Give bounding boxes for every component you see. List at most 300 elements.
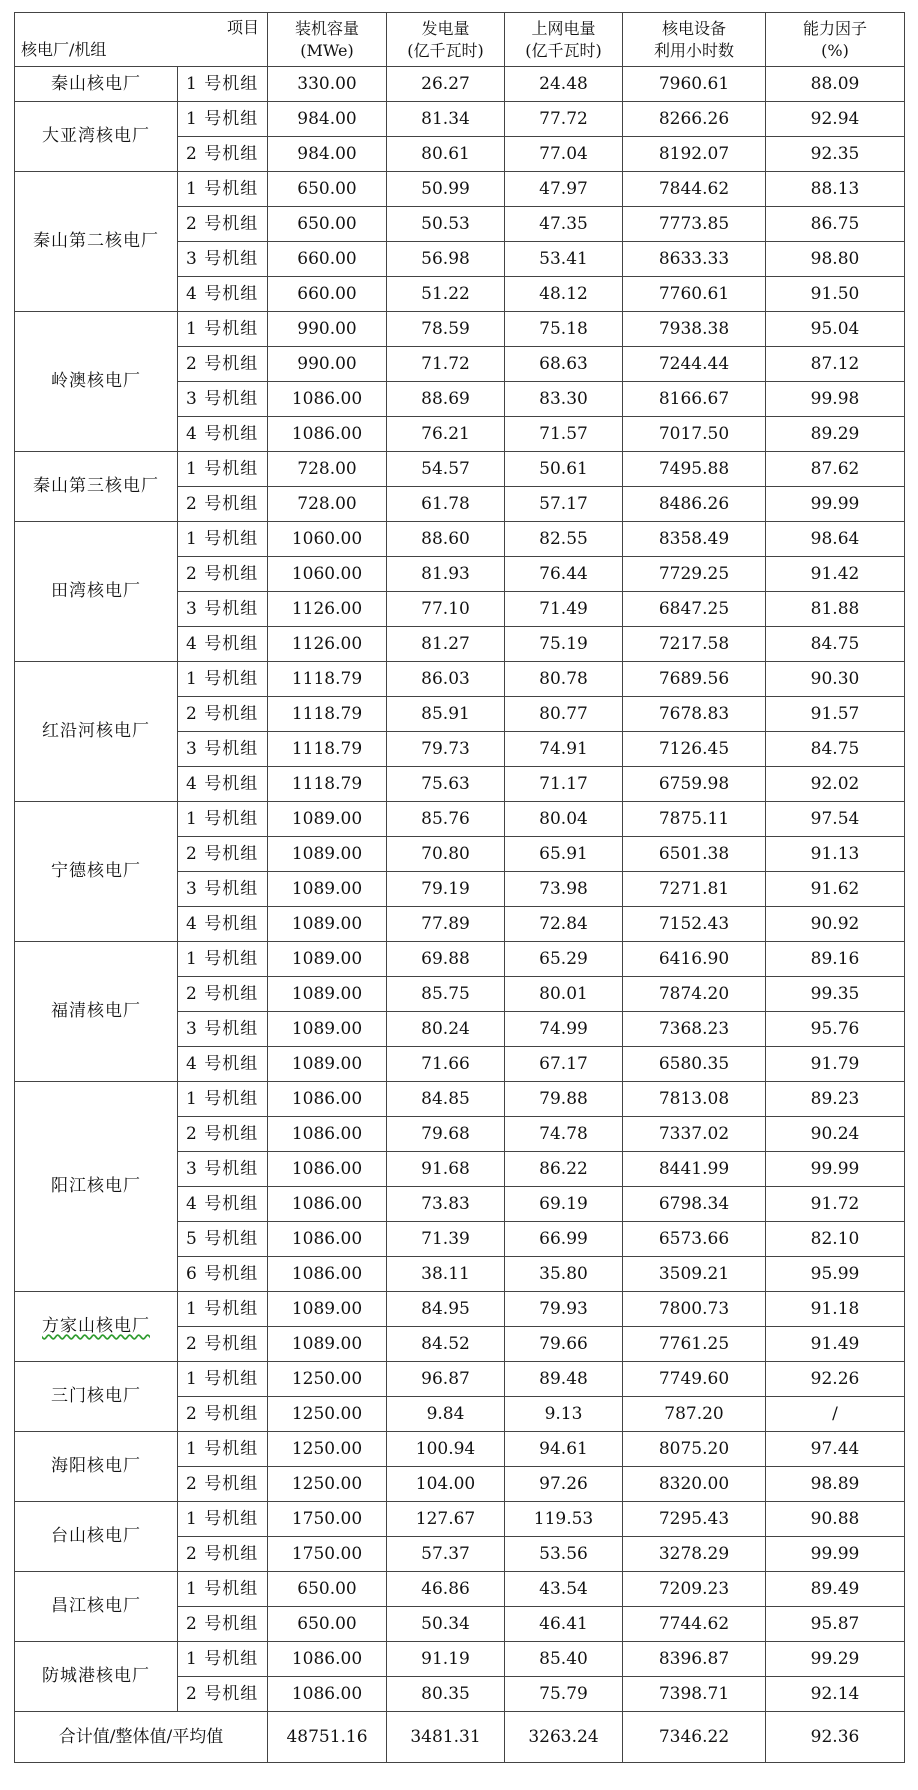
unit-name-cell: 1 号机组 (178, 802, 268, 837)
factor-cell: 87.12 (766, 347, 905, 382)
factor-cell: 99.29 (766, 1642, 905, 1677)
grid-cell: 71.17 (505, 767, 623, 802)
capacity-cell: 1250.00 (268, 1397, 387, 1432)
plant-name: 三门核电厂 (51, 1386, 141, 1406)
plant-name-cell (15, 662, 178, 802)
generation-cell: 76.21 (387, 417, 505, 452)
grid-cell: 74.91 (505, 732, 623, 767)
factor-cell: 99.99 (766, 1537, 905, 1572)
unit-name-cell: 1 号机组 (178, 522, 268, 557)
capacity-cell: 990.00 (268, 312, 387, 347)
plant-name-cell (15, 1572, 178, 1642)
header-row (15, 13, 905, 67)
grid-cell: 68.63 (505, 347, 623, 382)
capacity-cell: 984.00 (268, 102, 387, 137)
grid-cell: 83.30 (505, 382, 623, 417)
plant-name: 防城港核电厂 (42, 1666, 150, 1686)
grid-cell: 82.55 (505, 522, 623, 557)
factor-cell: 81.88 (766, 592, 905, 627)
unit-name-cell: 1 号机组 (178, 1082, 268, 1117)
factor-cell: 91.42 (766, 557, 905, 592)
capacity-cell: 1750.00 (268, 1502, 387, 1537)
plant-name: 大亚湾核电厂 (42, 126, 150, 146)
generation-cell: 84.52 (387, 1327, 505, 1362)
unit-name-cell: 4 号机组 (178, 767, 268, 802)
grid-cell: 71.57 (505, 417, 623, 452)
header-factor-line1: 能力因子 (802, 18, 867, 38)
header-hours-line2: 利用小时数 (653, 40, 734, 60)
plant-name-cell (15, 1432, 178, 1502)
generation-cell: 79.68 (387, 1117, 505, 1152)
capacity-cell: 1089.00 (268, 1012, 387, 1047)
hours-cell: 7126.45 (623, 732, 766, 767)
generation-cell: 84.95 (387, 1292, 505, 1327)
capacity-cell: 1750.00 (268, 1537, 387, 1572)
hours-cell: 3509.21 (623, 1257, 766, 1292)
unit-name-cell: 1 号机组 (178, 1502, 268, 1537)
grid-cell: 65.91 (505, 837, 623, 872)
generation-cell: 127.67 (387, 1502, 505, 1537)
unit-name-cell: 2 号机组 (178, 697, 268, 732)
capacity-cell: 1086.00 (268, 417, 387, 452)
factor-cell: 89.29 (766, 417, 905, 452)
table-row (15, 172, 905, 207)
hours-cell: 7938.38 (623, 312, 766, 347)
unit-name-cell: 3 号机组 (178, 732, 268, 767)
unit-name-cell: 2 号机组 (178, 837, 268, 872)
capacity-cell: 1089.00 (268, 1292, 387, 1327)
plant-name: 昌江核电厂 (51, 1596, 141, 1616)
factor-cell: 95.76 (766, 1012, 905, 1047)
grid-cell: 69.19 (505, 1187, 623, 1222)
plant-name: 岭澳核电厂 (51, 371, 141, 391)
factor-cell: 89.49 (766, 1572, 905, 1607)
grid-cell: 73.98 (505, 872, 623, 907)
plant-name-cell (15, 172, 178, 312)
generation-cell: 26.27 (387, 67, 505, 102)
generation-cell: 81.34 (387, 102, 505, 137)
unit-name-cell: 2 号机组 (178, 1397, 268, 1432)
hours-cell: 8441.99 (623, 1152, 766, 1187)
generation-cell: 75.63 (387, 767, 505, 802)
factor-cell: 92.35 (766, 137, 905, 172)
hours-cell: 7800.73 (623, 1292, 766, 1327)
grid-cell: 48.12 (505, 277, 623, 312)
hours-cell: 7017.50 (623, 417, 766, 452)
unit-name-cell: 6 号机组 (178, 1257, 268, 1292)
grid-cell: 9.13 (505, 1397, 623, 1432)
factor-cell: 91.49 (766, 1327, 905, 1362)
generation-cell: 88.69 (387, 382, 505, 417)
table-row (15, 662, 905, 697)
factor-cell: 99.99 (766, 1152, 905, 1187)
generation-cell: 46.86 (387, 1572, 505, 1607)
total-capacity-cell: 48751.16 (268, 1712, 387, 1763)
capacity-cell: 1060.00 (268, 557, 387, 592)
factor-cell: 90.24 (766, 1117, 905, 1152)
factor-cell: 82.10 (766, 1222, 905, 1257)
unit-name-cell: 3 号机组 (178, 382, 268, 417)
grid-cell: 86.22 (505, 1152, 623, 1187)
grid-cell: 35.80 (505, 1257, 623, 1292)
plant-name-cell (15, 1362, 178, 1432)
hours-cell: 7678.83 (623, 697, 766, 732)
factor-cell: 91.13 (766, 837, 905, 872)
generation-cell: 79.19 (387, 872, 505, 907)
hours-cell: 7152.43 (623, 907, 766, 942)
generation-cell: 81.93 (387, 557, 505, 592)
factor-cell: 95.04 (766, 312, 905, 347)
factor-cell: 92.26 (766, 1362, 905, 1397)
unit-name-cell: 2 号机组 (178, 1327, 268, 1362)
table-row (15, 1432, 905, 1467)
hours-cell: 8396.87 (623, 1642, 766, 1677)
unit-name-cell: 1 号机组 (178, 1362, 268, 1397)
capacity-cell: 1086.00 (268, 1187, 387, 1222)
generation-cell: 70.80 (387, 837, 505, 872)
grid-cell: 80.78 (505, 662, 623, 697)
plant-name: 阳江核电厂 (51, 1176, 141, 1196)
grid-cell: 57.17 (505, 487, 623, 522)
generation-cell: 85.75 (387, 977, 505, 1012)
hours-cell: 8192.07 (623, 137, 766, 172)
generation-cell: 78.59 (387, 312, 505, 347)
grid-cell: 85.40 (505, 1642, 623, 1677)
hours-cell: 7244.44 (623, 347, 766, 382)
grid-cell: 66.99 (505, 1222, 623, 1257)
plant-name-cell (15, 1502, 178, 1572)
unit-name-cell: 1 号机组 (178, 102, 268, 137)
factor-cell: 91.57 (766, 697, 905, 732)
capacity-cell: 1126.00 (268, 592, 387, 627)
unit-name-cell: 4 号机组 (178, 907, 268, 942)
unit-name-cell: 2 号机组 (178, 137, 268, 172)
hours-cell: 6580.35 (623, 1047, 766, 1082)
generation-cell: 50.99 (387, 172, 505, 207)
plant-name-cell (15, 942, 178, 1082)
factor-cell: 92.02 (766, 767, 905, 802)
plant-name-cell (15, 1642, 178, 1712)
table-row (15, 1292, 905, 1327)
grid-cell: 97.26 (505, 1467, 623, 1502)
generation-cell: 73.83 (387, 1187, 505, 1222)
unit-name-cell: 4 号机组 (178, 1187, 268, 1222)
plant-name: 秦山第二核电厂 (33, 231, 159, 251)
hours-cell: 6416.90 (623, 942, 766, 977)
factor-cell: 90.88 (766, 1502, 905, 1537)
grid-cell: 74.99 (505, 1012, 623, 1047)
plant-name: 田湾核电厂 (51, 581, 141, 601)
grid-cell: 75.18 (505, 312, 623, 347)
hours-cell: 7773.85 (623, 207, 766, 242)
unit-name-cell: 3 号机组 (178, 1012, 268, 1047)
generation-cell: 77.89 (387, 907, 505, 942)
capacity-cell: 650.00 (268, 1607, 387, 1642)
generation-cell: 79.73 (387, 732, 505, 767)
nuclear-plant-table (14, 12, 905, 1763)
hours-cell: 7760.61 (623, 277, 766, 312)
header-generation-line2: (亿千瓦时) (407, 40, 484, 60)
unit-name-cell: 4 号机组 (178, 1047, 268, 1082)
generation-cell: 77.10 (387, 592, 505, 627)
generation-cell: 96.87 (387, 1362, 505, 1397)
unit-name-cell: 1 号机组 (178, 1292, 268, 1327)
grid-cell: 94.61 (505, 1432, 623, 1467)
grid-cell: 79.88 (505, 1082, 623, 1117)
grid-cell: 77.04 (505, 137, 623, 172)
header-capacity-line1: 装机容量 (294, 18, 359, 38)
hours-cell: 6759.98 (623, 767, 766, 802)
plant-name: 秦山第三核电厂 (33, 476, 159, 496)
table-row (15, 312, 905, 347)
generation-cell: 104.00 (387, 1467, 505, 1502)
unit-name-cell: 5 号机组 (178, 1222, 268, 1257)
unit-name-cell: 1 号机组 (178, 1432, 268, 1467)
factor-cell: 90.30 (766, 662, 905, 697)
hours-cell: 7844.62 (623, 172, 766, 207)
factor-cell: 89.23 (766, 1082, 905, 1117)
table-row (15, 67, 905, 102)
table-row (15, 522, 905, 557)
grid-cell: 43.54 (505, 1572, 623, 1607)
capacity-cell: 1089.00 (268, 872, 387, 907)
generation-cell: 50.53 (387, 207, 505, 242)
generation-cell: 69.88 (387, 942, 505, 977)
factor-cell: 92.94 (766, 102, 905, 137)
unit-name-cell: 2 号机组 (178, 1607, 268, 1642)
hours-cell: 7217.58 (623, 627, 766, 662)
unit-name-cell: 2 号机组 (178, 1467, 268, 1502)
grid-cell: 72.84 (505, 907, 623, 942)
grid-cell: 76.44 (505, 557, 623, 592)
factor-cell: / (766, 1397, 905, 1432)
unit-name-cell: 1 号机组 (178, 662, 268, 697)
grid-cell: 80.01 (505, 977, 623, 1012)
generation-cell: 85.76 (387, 802, 505, 837)
hours-cell: 7874.20 (623, 977, 766, 1012)
plant-name-cell (15, 522, 178, 662)
factor-cell: 88.13 (766, 172, 905, 207)
header-hours (623, 13, 766, 67)
capacity-cell: 1086.00 (268, 1222, 387, 1257)
plant-name: 福清核电厂 (51, 1001, 141, 1021)
generation-cell: 80.24 (387, 1012, 505, 1047)
header-generation-line1: 发电量 (421, 18, 470, 38)
unit-name-cell: 1 号机组 (178, 172, 268, 207)
hours-cell: 3278.29 (623, 1537, 766, 1572)
factor-cell: 98.89 (766, 1467, 905, 1502)
plant-name-cell (15, 802, 178, 942)
grid-cell: 119.53 (505, 1502, 623, 1537)
plant-name: 台山核电厂 (51, 1526, 141, 1546)
hours-cell: 7368.23 (623, 1012, 766, 1047)
unit-name-cell: 4 号机组 (178, 277, 268, 312)
header-grid-line1: 上网电量 (531, 18, 596, 38)
capacity-cell: 1118.79 (268, 662, 387, 697)
header-grid (505, 13, 623, 67)
factor-cell: 98.80 (766, 242, 905, 277)
total-generation-cell: 3481.31 (387, 1712, 505, 1763)
header-capacity-line2: (MWe) (300, 40, 354, 60)
hours-cell: 7209.23 (623, 1572, 766, 1607)
generation-cell: 91.68 (387, 1152, 505, 1187)
grid-cell: 46.41 (505, 1607, 623, 1642)
unit-name-cell: 2 号机组 (178, 1677, 268, 1712)
total-row (15, 1712, 905, 1763)
header-item-label: 项目 (226, 18, 259, 37)
hours-cell: 6573.66 (623, 1222, 766, 1257)
factor-cell: 99.99 (766, 487, 905, 522)
factor-cell: 92.14 (766, 1677, 905, 1712)
capacity-cell: 1089.00 (268, 1327, 387, 1362)
grid-cell: 75.19 (505, 627, 623, 662)
hours-cell: 6501.38 (623, 837, 766, 872)
unit-name-cell: 3 号机组 (178, 1152, 268, 1187)
hours-cell: 7729.25 (623, 557, 766, 592)
generation-cell: 80.61 (387, 137, 505, 172)
capacity-cell: 1089.00 (268, 977, 387, 1012)
header-generation (387, 13, 505, 67)
hours-cell: 6798.34 (623, 1187, 766, 1222)
hours-cell: 7960.61 (623, 67, 766, 102)
hours-cell: 7875.11 (623, 802, 766, 837)
plant-name: 秦山核电厂 (51, 73, 141, 94)
grid-cell: 80.04 (505, 802, 623, 837)
plant-name: 宁德核电厂 (51, 861, 141, 881)
capacity-cell: 650.00 (268, 207, 387, 242)
plant-name: 海阳核电厂 (51, 1456, 141, 1476)
hours-cell: 7744.62 (623, 1607, 766, 1642)
hours-cell: 8166.67 (623, 382, 766, 417)
capacity-cell: 330.00 (268, 67, 387, 102)
grid-cell: 77.72 (505, 102, 623, 137)
generation-cell: 61.78 (387, 487, 505, 522)
table-row (15, 1502, 905, 1537)
table-row (15, 1642, 905, 1677)
factor-cell: 97.54 (766, 802, 905, 837)
factor-cell: 91.62 (766, 872, 905, 907)
capacity-cell: 1089.00 (268, 942, 387, 977)
table-row (15, 452, 905, 487)
table-row (15, 102, 905, 137)
capacity-cell: 1118.79 (268, 767, 387, 802)
hours-cell: 7495.88 (623, 452, 766, 487)
hours-cell: 8486.26 (623, 487, 766, 522)
capacity-cell: 660.00 (268, 277, 387, 312)
table-row (15, 942, 905, 977)
header-capacity (268, 13, 387, 67)
capacity-cell: 984.00 (268, 137, 387, 172)
grid-cell: 47.97 (505, 172, 623, 207)
plant-name: 方家山核电厂 (42, 1316, 150, 1336)
capacity-cell: 1086.00 (268, 382, 387, 417)
table-row (15, 1082, 905, 1117)
plant-name-cell (15, 67, 178, 102)
capacity-cell: 1089.00 (268, 1047, 387, 1082)
factor-cell: 84.75 (766, 627, 905, 662)
header-plant-unit-cell (15, 13, 268, 67)
table-row (15, 802, 905, 837)
capacity-cell: 1086.00 (268, 1642, 387, 1677)
grid-cell: 50.61 (505, 452, 623, 487)
hours-cell: 8266.26 (623, 102, 766, 137)
hours-cell: 8358.49 (623, 522, 766, 557)
generation-cell: 88.60 (387, 522, 505, 557)
unit-name-cell: 3 号机组 (178, 872, 268, 907)
factor-cell: 99.98 (766, 382, 905, 417)
grid-cell: 71.49 (505, 592, 623, 627)
plant-name-cell (15, 1292, 178, 1362)
capacity-cell: 1086.00 (268, 1082, 387, 1117)
total-factor-cell: 92.36 (766, 1712, 905, 1763)
generation-cell: 38.11 (387, 1257, 505, 1292)
hours-cell: 8633.33 (623, 242, 766, 277)
unit-name-cell: 1 号机组 (178, 1572, 268, 1607)
total-hours-cell: 7346.22 (623, 1712, 766, 1763)
capacity-cell: 650.00 (268, 172, 387, 207)
unit-name-cell: 2 号机组 (178, 347, 268, 382)
grid-cell: 80.77 (505, 697, 623, 732)
header-factor-line2: (%) (821, 40, 849, 60)
header-factor (766, 13, 905, 67)
unit-name-cell: 2 号机组 (178, 557, 268, 592)
total-grid-cell: 3263.24 (505, 1712, 623, 1763)
plant-name-cell (15, 312, 178, 452)
hours-cell: 7295.43 (623, 1502, 766, 1537)
factor-cell: 95.99 (766, 1257, 905, 1292)
generation-cell: 9.84 (387, 1397, 505, 1432)
unit-name-cell: 2 号机组 (178, 977, 268, 1012)
generation-cell: 84.85 (387, 1082, 505, 1117)
header-grid-line2: (亿千瓦时) (525, 40, 602, 60)
grid-cell: 74.78 (505, 1117, 623, 1152)
capacity-cell: 650.00 (268, 1572, 387, 1607)
header-hours-line1: 核电设备 (661, 18, 726, 38)
grid-cell: 75.79 (505, 1677, 623, 1712)
grid-cell: 47.35 (505, 207, 623, 242)
generation-cell: 91.19 (387, 1642, 505, 1677)
unit-name-cell: 2 号机组 (178, 1537, 268, 1572)
factor-cell: 95.87 (766, 1607, 905, 1642)
grid-cell: 89.48 (505, 1362, 623, 1397)
generation-cell: 51.22 (387, 277, 505, 312)
factor-cell: 91.79 (766, 1047, 905, 1082)
capacity-cell: 1089.00 (268, 802, 387, 837)
capacity-cell: 1089.00 (268, 837, 387, 872)
grid-cell: 67.17 (505, 1047, 623, 1082)
capacity-cell: 1086.00 (268, 1152, 387, 1187)
unit-name-cell: 2 号机组 (178, 487, 268, 522)
capacity-cell: 1250.00 (268, 1432, 387, 1467)
hours-cell: 7813.08 (623, 1082, 766, 1117)
table-row (15, 1362, 905, 1397)
hours-cell: 8075.20 (623, 1432, 766, 1467)
generation-cell: 81.27 (387, 627, 505, 662)
factor-cell: 91.18 (766, 1292, 905, 1327)
generation-cell: 54.57 (387, 452, 505, 487)
unit-name-cell: 2 号机组 (178, 207, 268, 242)
header-plant-unit-label: 核电厂/机组 (21, 40, 107, 60)
hours-cell: 7337.02 (623, 1117, 766, 1152)
capacity-cell: 660.00 (268, 242, 387, 277)
factor-cell: 98.64 (766, 522, 905, 557)
capacity-cell: 1250.00 (268, 1362, 387, 1397)
capacity-cell: 990.00 (268, 347, 387, 382)
factor-cell: 90.92 (766, 907, 905, 942)
factor-cell: 97.44 (766, 1432, 905, 1467)
generation-cell: 56.98 (387, 242, 505, 277)
factor-cell: 99.35 (766, 977, 905, 1012)
